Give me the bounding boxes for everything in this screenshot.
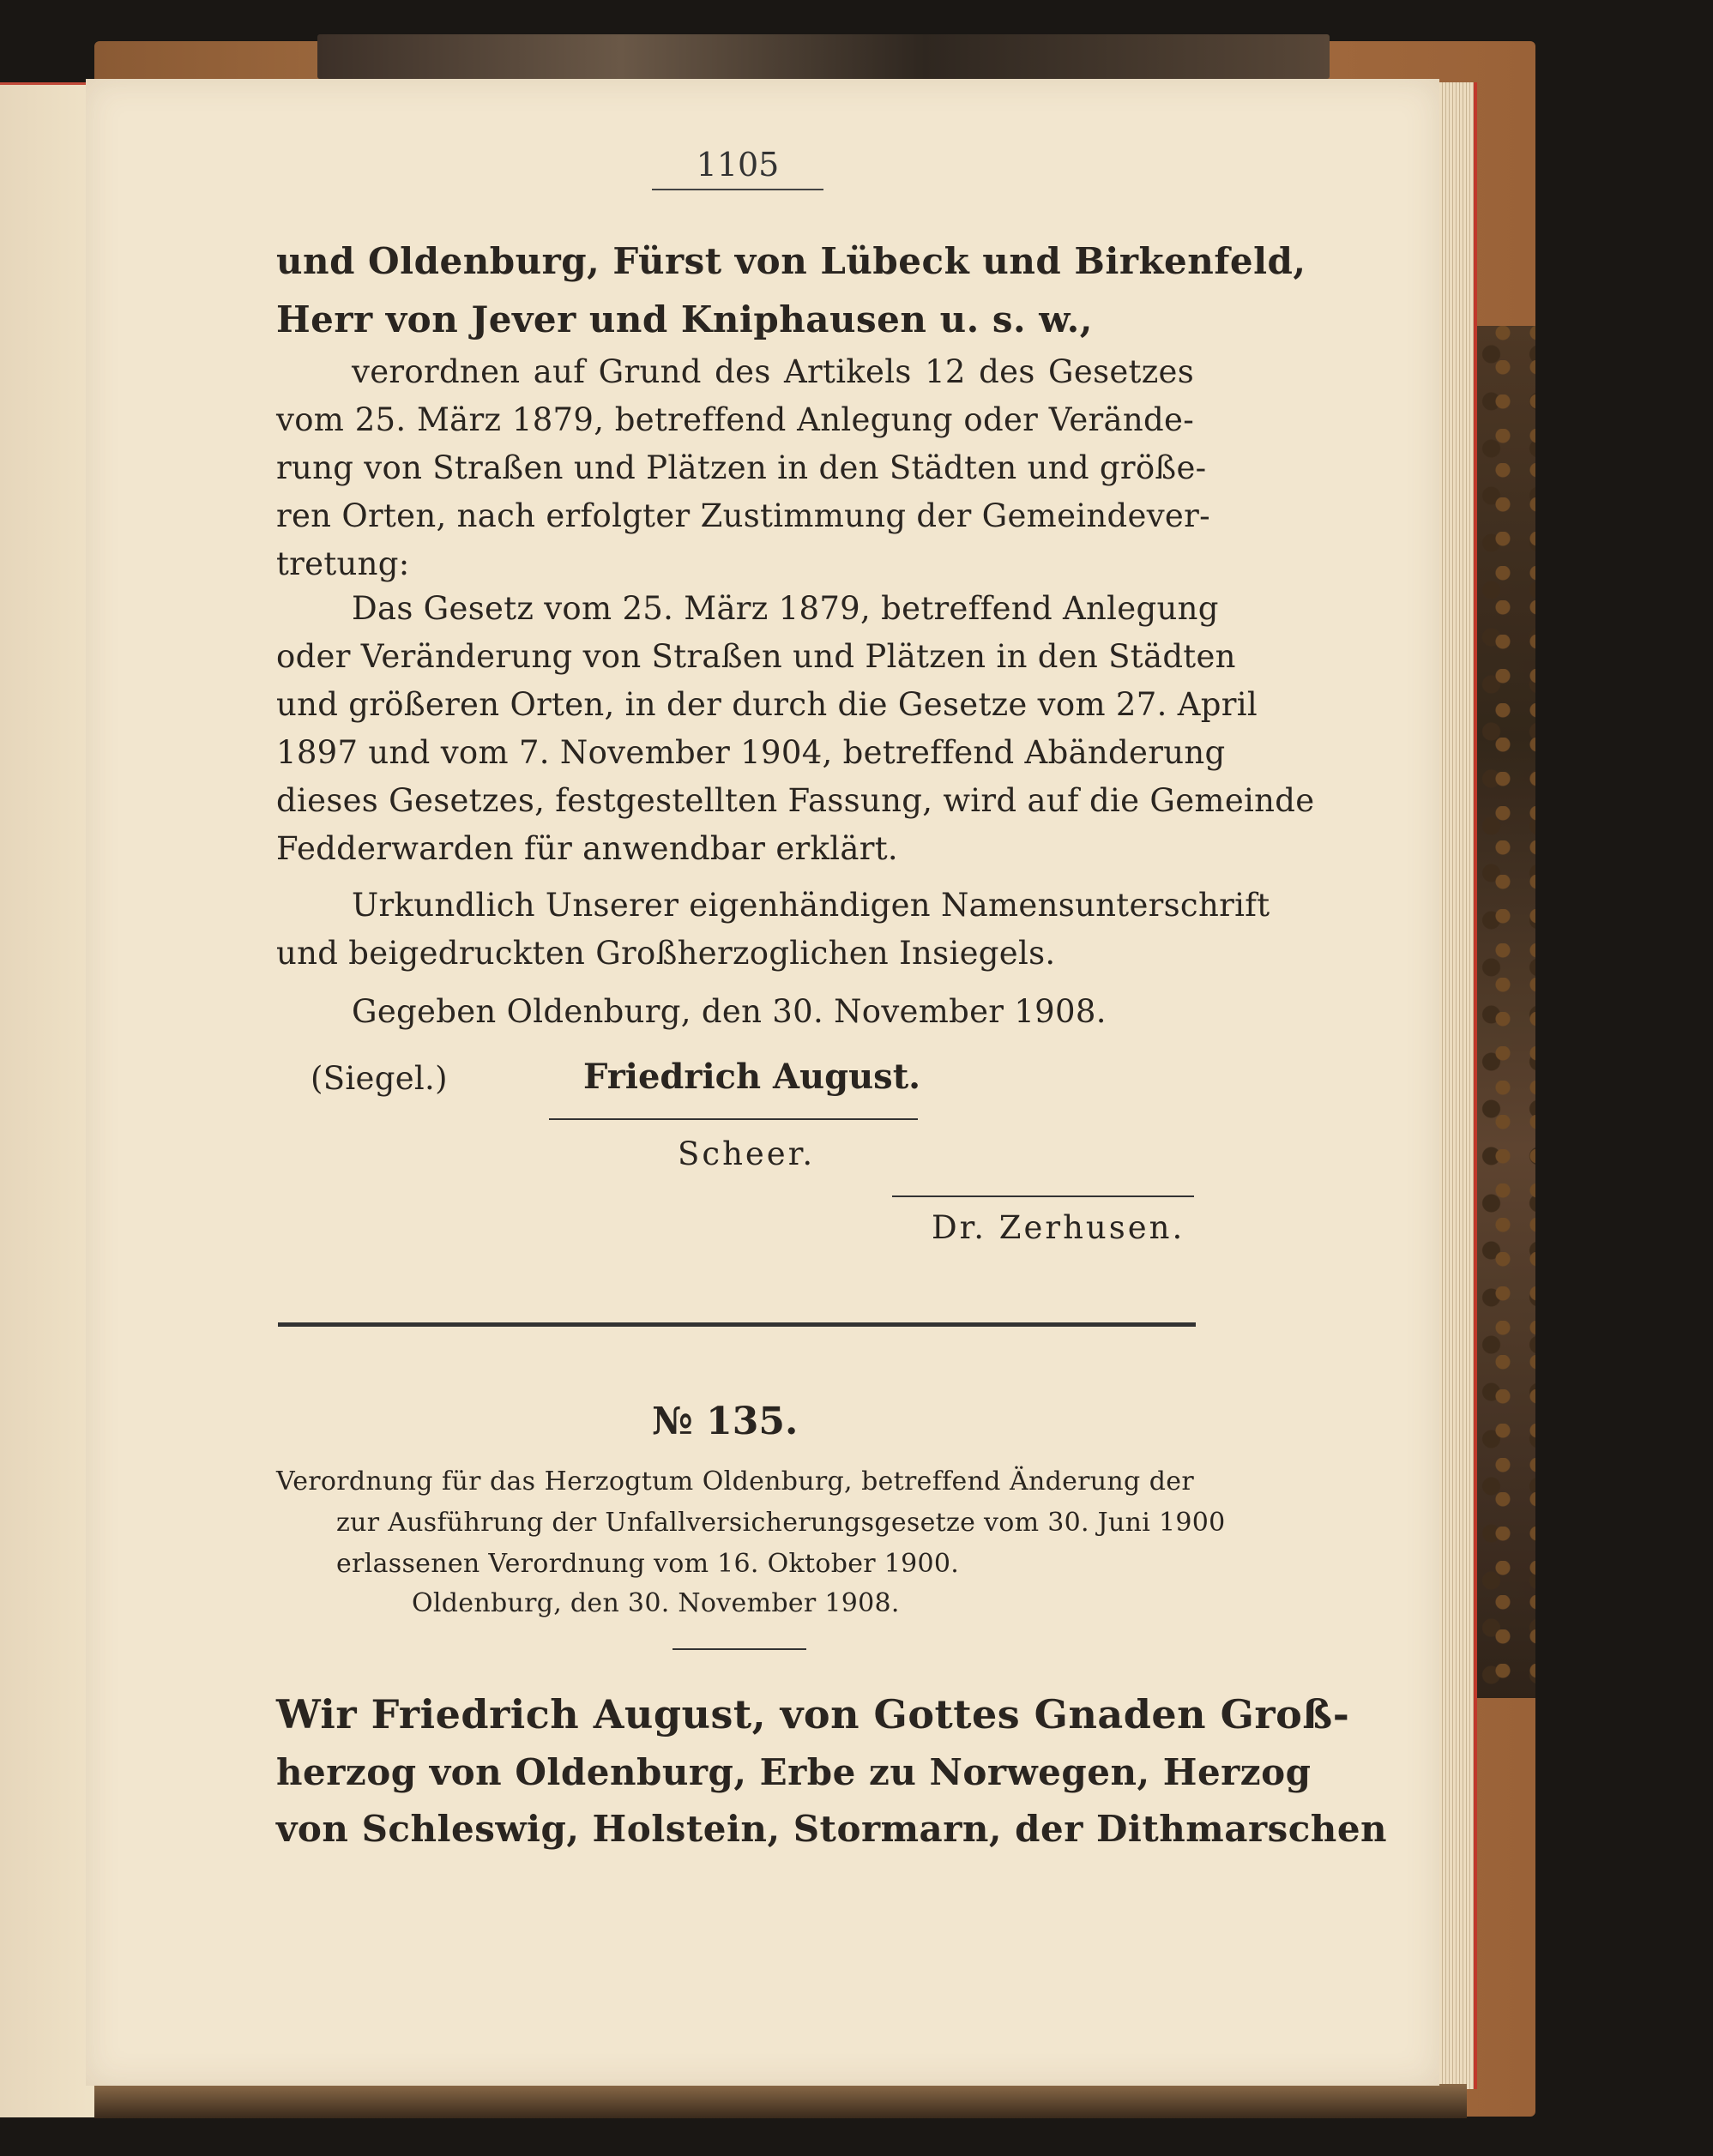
para2-line-3: und größeren Orten, in der durch die Gesetze vom 27. April: [276, 686, 1258, 723]
intro-line-2: Herr von Jever und Kniphausen u. s. w.,: [276, 298, 1093, 340]
decree-number: № 135.: [652, 1400, 799, 1443]
body-line-3: von Schleswig, Holstein, Stormarn, der Dithmarschen: [276, 1808, 1388, 1850]
para2-line-6: Fedderwarden für anwendbar erklärt.: [276, 830, 898, 867]
para1-line-1: verordnen auf Grund des Artikels 12 des Gesetzes: [352, 353, 1194, 390]
page-number-rule: [652, 189, 823, 190]
page-number: 1105: [696, 146, 780, 184]
signature-2: Dr. Zerhusen.: [932, 1209, 1185, 1246]
para1-line-5: tretung:: [276, 545, 410, 582]
para2-line-1: Das Gesetz vom 25. März 1879, betreffend Anlegung: [352, 590, 1219, 627]
title-rule: [673, 1648, 806, 1650]
signature-rule-1: [549, 1118, 918, 1120]
body-line-1: Wir Friedrich August, von Gottes Gnaden Groß-: [276, 1691, 1350, 1737]
section-divider: [278, 1322, 1196, 1327]
para3-line-1: Urkundlich Unserer eigenhändigen Namensunterschrift: [352, 887, 1270, 924]
signature-ruler: Friedrich August.: [583, 1057, 921, 1097]
cover-marbled-edge-top: [317, 34, 1330, 79]
seal-note: (Siegel.): [311, 1060, 448, 1097]
decree-title-line-1: Verordnung für das Herzogtum Oldenburg, betreffend Änderung der: [276, 1466, 1194, 1497]
para1-line-4: ren Orten, nach erfolgter Zustimmung der Gemeindever-: [276, 497, 1210, 534]
para2-line-5: dieses Gesetzes, festgestellten Fassung, wird auf die Gemeinde: [276, 782, 1315, 819]
body-line-2: herzog von Oldenburg, Erbe zu Norwegen, Herzog: [276, 1751, 1312, 1793]
decree-title-line-3: erlassenen Verordnung vom 16. Oktober 1900.: [336, 1549, 960, 1579]
para2-line-2: oder Veränderung von Straßen und Plätzen in den Städten: [276, 638, 1236, 675]
facing-page-edge: [0, 82, 96, 2117]
signature-1: Scheer.: [678, 1135, 816, 1172]
signature-rule-2: [892, 1195, 1194, 1197]
decree-title-line-2: zur Ausführung der Unfallversicherungsgesetze vom 30. Juni 1900: [336, 1508, 1226, 1538]
dateline: Gegeben Oldenburg, den 30. November 1908.: [352, 993, 1107, 1030]
para3-line-2: und beigedruckten Großherzoglichen Insiegels.: [276, 935, 1056, 972]
intro-line-1: und Oldenburg, Fürst von Lübeck und Birkenfeld,: [276, 240, 1306, 282]
para1-line-2: vom 25. März 1879, betreffend Anlegung oder Verände-: [276, 401, 1194, 438]
decree-date: Oldenburg, den 30. November 1908.: [412, 1588, 900, 1618]
para1-line-3: rung von Straßen und Plätzen in den Städten und größe-: [276, 449, 1207, 486]
para2-line-4: 1897 und vom 7. November 1904, betreffend Abänderung: [276, 734, 1226, 771]
book-bottom-edge: [94, 2084, 1467, 2118]
